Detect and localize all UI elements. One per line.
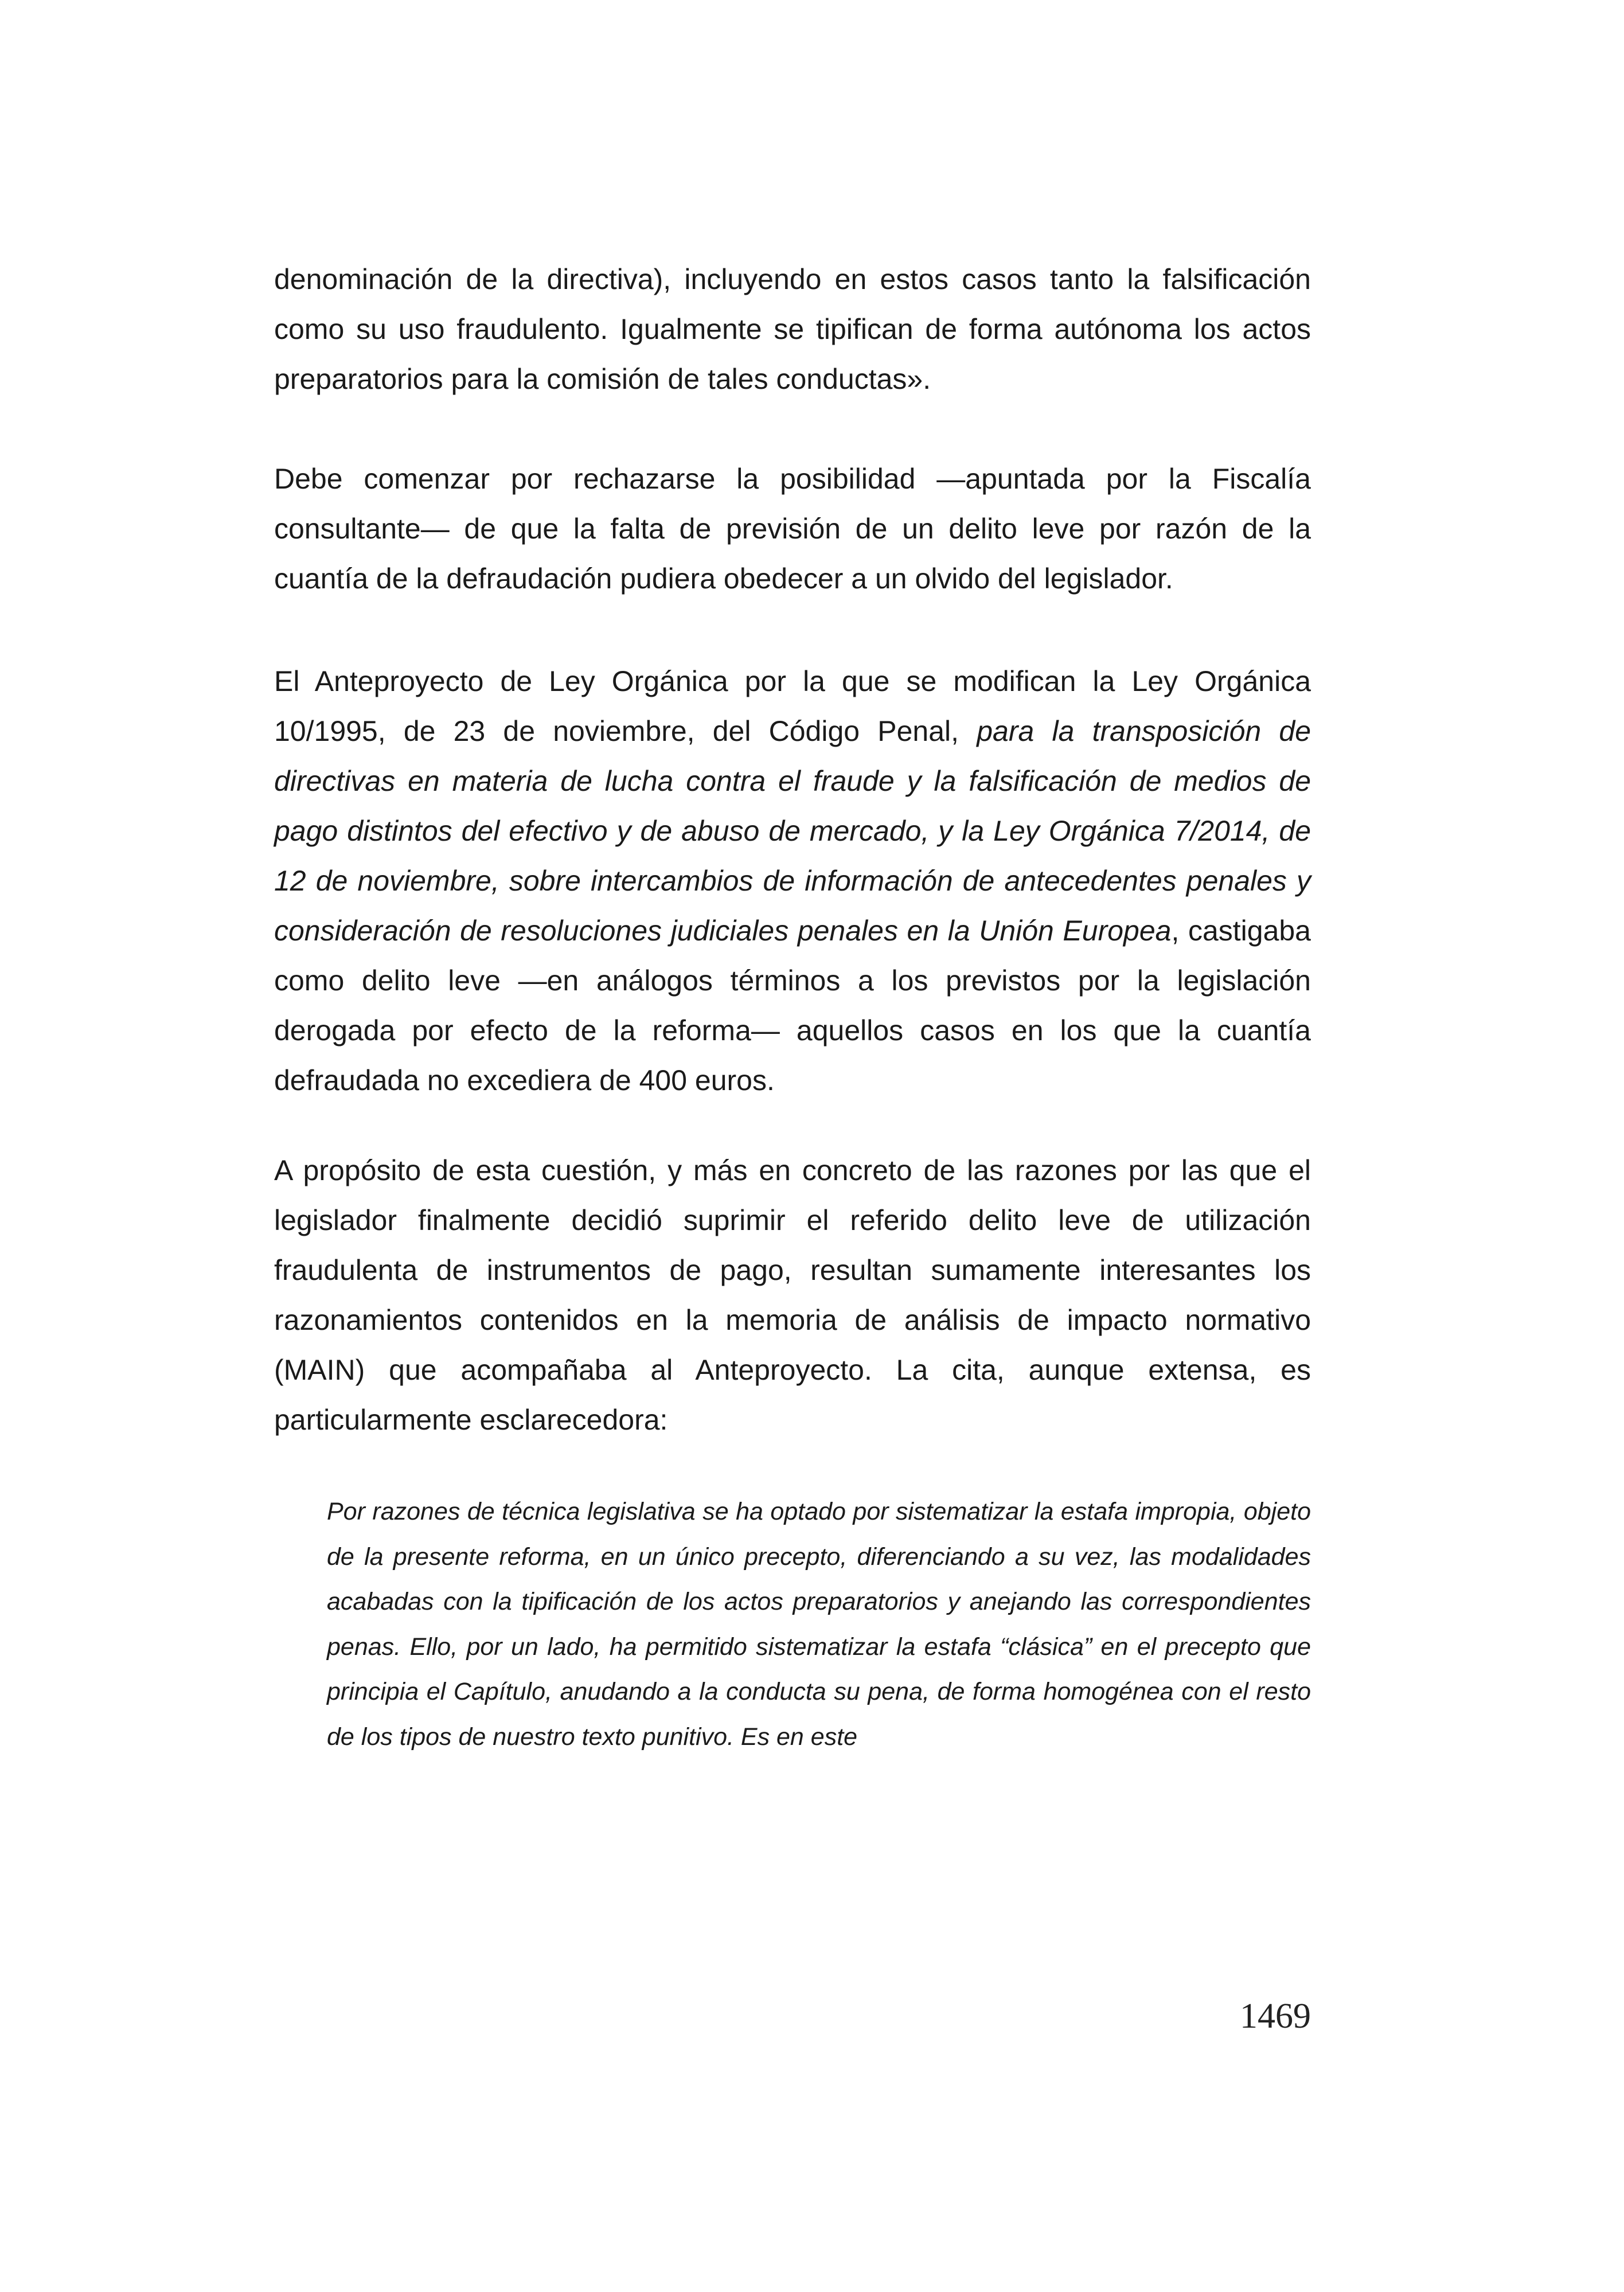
paragraph-3-text-start: El Anteproyecto de Ley Orgánica por la que se modifican la Ley Orgánica 10/1995, de 23 de noviembre, del Código Penal,: [274, 665, 1311, 747]
page-number: 1469: [1240, 1997, 1311, 2036]
paragraph-2: Debe comenzar por rechazarse la posibilidad —apuntada por la Fiscalía consultante— de que la falta de previsión de un delito leve por razón de la cuantía de la defraudación pudiera obedecer a un olvido del legislador.: [274, 463, 1311, 595]
paragraph-3-text-end: , castigaba como delito leve —en análogos términos a los previstos por la legislación derogada por efecto de la reforma— aquellos casos en los que la cuantía defraudada no excediera de 400 euros.: [274, 915, 1311, 1096]
paragraph-3-law-title: para la transposición de directivas en materia de lucha contra el fraude y la falsificación de medios de pago distintos del efectivo y de abuso de mercado, y la Ley Orgánica 7/2014, de 12 de noviembre, sobre intercambios de información de antecedentes penales y consideración de resoluciones judiciales penales en la Unión Europea: [274, 715, 1311, 947]
paragraph-3: [274, 657, 1311, 1106]
paragraph-1: denominación de la directiva), incluyendo en estos casos tanto la falsificación como su uso fraudulento. Igualmente se tipifican de forma autónoma los actos preparatorios para la comisión de tales conductas».: [274, 263, 1311, 395]
block-quote: Por razones de técnica legislativa se ha optado por sistematizar la estafa impropia, objeto de la presente reforma, en un único precepto, diferenciando a su vez, las modalidades acabadas con la tipificación de los actos preparatorios y anejando las correspondientes penas. Ello, por un lado, ha permitido sistematizar la estafa “clásica” en el precepto que principia el Capítulo, anudando a la conducta su pena, de forma homogénea con el resto de los tipos de nuestro texto punitivo. Es en este: [327, 1498, 1311, 1751]
paragraph-4: A propósito de esta cuestión, y más en concreto de las razones por las que el legislador finalmente decidió suprimir el referido delito leve de utilización fraudulenta de instrumentos de pago, resultan sumamente interesantes los razonamientos contenidos en la memoria de análisis de impacto normativo (MAIN) que acompañaba al Anteproyecto. La cita, aunque extensa, es particularmente esclarecedora:: [274, 1154, 1311, 1436]
